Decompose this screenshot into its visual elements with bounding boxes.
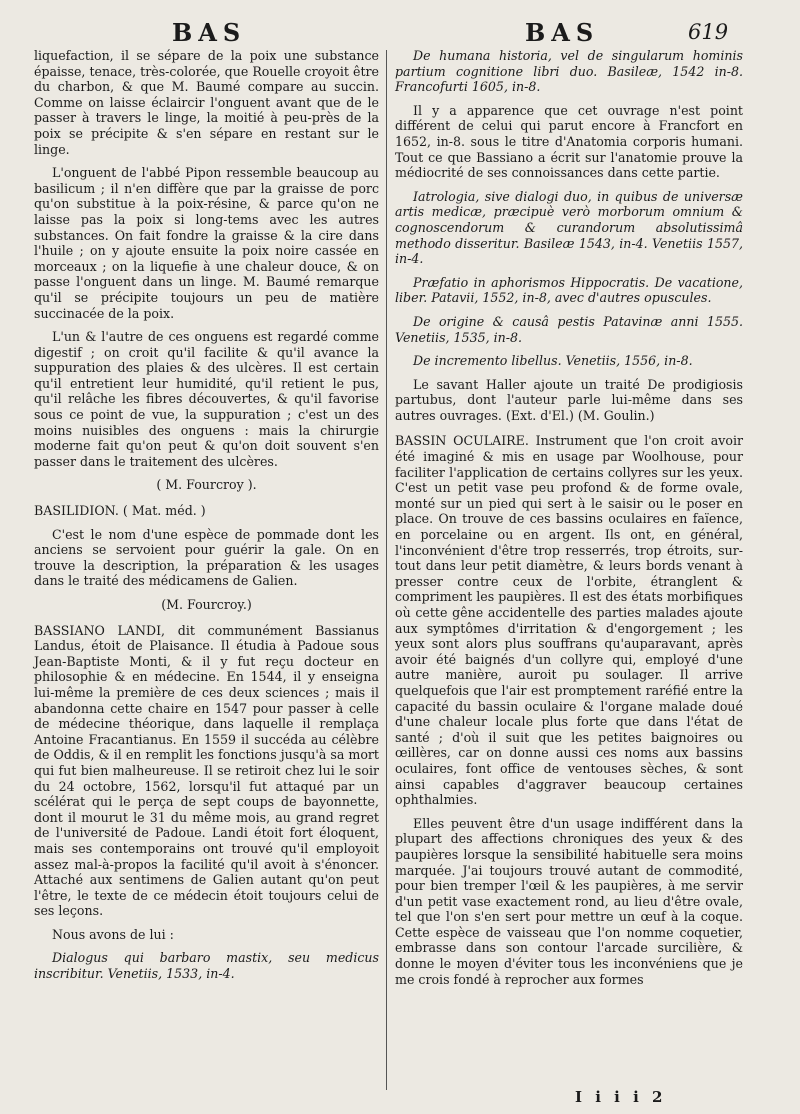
paragraph: C'est le nom d'une espèce de pommade dont les anciens se servoient pour guérir la gale. On en trouve la description, la préparation & les usages dans le traité des médicamens de Galien.: [34, 526, 379, 589]
author-signature: (M. Fourcroy.): [161, 597, 252, 612]
paragraph: liquefaction, il se sépare de la poix une substance épaisse, tenace, très-colorée, que Rouelle croyoit être du charbon, & que M. Baumé compare au succin. Comme on laisse éclaircir l'onguent avant que de le passer à travers le linge, la moitié à peu-près de la poix se précipite & s'en sépare en restant sur le linge.: [34, 48, 379, 157]
page-number: 619: [688, 20, 729, 44]
paragraph: Nous avons de lui :: [52, 926, 174, 942]
right-column: [395, 48, 743, 995]
header-left-word: BAS: [172, 18, 247, 47]
author-signature: ( M. Fourcroy ).: [156, 477, 257, 493]
paragraph: L'onguent de l'abbé Pipon ressemble beaucoup au basilicum ; il n'en diffère que par la graisse de porc qu'on substitue à la poix-résine, & parce qu'on ne laisse pas la poix si long-tems avec les autres substances. On fait fondre la graisse & la cire dans l'huile ; on y ajoute ensuite la poix noire cassée en morceaux ; on la liquefie à une chaleur douce, & on passe l'onguent dans un linge. M. Baumé remarque qu'il se précipite toujours un peu de matière succinacée de la poix.: [34, 165, 379, 321]
bibliography-entry: De humana historia, vel de singularum hominis partium cognitione libri duo. Basileæ, 1542 in-8. Francofurti 1605, in-8.: [395, 48, 743, 95]
bibliography-entry: Præfatio in aphorismos Hippocratis. De vacatione, liber. Patavii, 1552, in-8, avec d'autres opuscules.: [395, 274, 743, 306]
bibliography-entry: De origine & causâ pestis Patavinæ anni 1555. Venetiis, 1535, in-8.: [395, 313, 743, 345]
bibliography-entry: Iatrologia, sive dialogi duo, in quibus de universæ artis medicæ, præcipuè verò morborum omnium & cognoscendorum & curandorum absolutissimâ methodo disseritur. Basileæ 1543, in-4. Venetiis 1557, in-4.: [395, 188, 743, 267]
running-header: [0, 18, 800, 52]
header-right-word: BAS: [525, 18, 600, 47]
paragraph: Le savant Haller ajoute un traité De prodigiosis partubus, dont l'auteur parle lui-même dans ses autres ouvrages. (Ext. d'El.) (M. Goulin.): [395, 376, 743, 423]
paragraph: Elles peuvent être d'un usage indifférent dans la plupart des affections chroniques des yeux & des paupières lorsque la sensibilité habituelle sera moins marquée. J'ai toujours trouvé autant de commodité, pour bien tremper l'œil & les paupières, à me servir d'un petit vase exactement rond, au lieu d'être ovale, tel que l'on s'en sert pour mettre un œuf à la coque. Cette espèce de vaisseau que l'on nomme coquetier, embrasse dans son contour l'arcade surcilière, & donne le moyen d'éviter tous les inconvéniens que je me crois fondé à reprocher aux formes: [395, 815, 743, 987]
bibliography-entry: Dialogus qui barbaro mastix, seu medicus inscribitur. Venetiis, 1533, in-4.: [34, 950, 379, 982]
left-column: [34, 48, 379, 990]
entry-heading: BASSIANO LANDI, dit communément Bassianus Landus, étoit de Plaisance. Il étudia à Padoue sous Jean-Baptiste Monti, & il y fut reçu docteur en philosophie & en médecine. En 1544, il y enseigna lui-même la première de ces deux sciences ; mais il abandonna cette chaire en 1547 pour passer à celle de médecine théorique, dans laquelle il remplaça Antoine Fracantianus. En 1559 il succéda au célèbre de Oddis, & il en remplit les fonctions jusqu'à sa mort qui fut bien malheureuse. Il se retiroit chez lui le soir du 24 octobre, 1562, lorsqu'il fut attaqué par un scélérat qui le perça de sept coups de bayonnette, dont il mourut le 31 du même mois, au grand regret de l'université de Padoue. Landi étoit fort éloquent, mais ses contemporains ont trouvé qu'il employoit assez mal-à-propos la facilité qu'il avoit à s'énoncer. Attaché aux sentimens de Galien autant qu'on peut l'être, le texte de ce médecin étoit toujours celui de ses leçons.: [34, 622, 379, 919]
entry-heading: BASILIDION. ( Mat. méd. ): [34, 503, 206, 519]
signature-mark: I i i i 2: [575, 1088, 667, 1106]
entry-heading: BASSIN OCULAIRE. Instrument que l'on croit avoir été imaginé & mis en usage par Woolhouse, pour faciliter l'application de certains collyres sur les yeux. C'est un petit vase peu profond & de forme ovale, monté sur un pied qui sert à le saisir ou le poser en place. On trouve de ces bassins oculaires en faïence, en porcelaine ou en argent. Ils ont, en général, l'inconvénient d'être trop resserrés, trop étroits, sur-tout dans leur petit diamètre, & leurs bords venant à presser contre ceux de l'orbite, étranglent & compriment les paupières. Il est des états morbifiques où cette gêne accidentelle des parties malades ajoute aux symptômes d'irritation & d'engorgement ; les yeux sont alors plus souffrans qu'auparavant, après avoir été baignés d'un collyre qui, employé d'une autre manière, auroit pu soulager. Il arrive quelquefois que l'air est promptement raréfié entre la capacité du bassin oculaire & l'organe malade doué d'une chaleur locale plus forte que dans l'état de santé ; d'où il suit que les petites baignoires ou œillères, car on donne aussi ces noms aux bassins oculaires, font office de ventouses sèches, & sont ainsi capables d'aggraver beaucoup certaines ophthalmies.: [395, 433, 744, 808]
column-divider: [386, 50, 387, 1090]
paragraph: Il y a apparence que cet ouvrage n'est point différent de celui qui parut encore à Francfort en 1652, in-8. sous le titre d'Anatomia corporis humani. Tout ce que Bassiano a écrit sur l'anatomie prouve la médiocrité de ses connoissances dans cette partie.: [395, 102, 743, 181]
paragraph: L'un & l'autre de ces onguens est regardé comme digestif ; on croit qu'il facilite & qu'il avance la suppuration des plaies & des ulcères. Il est certain qu'il entretient leur humidité, qu'il retient le pus, qu'il relâche les fibres découvertes, & qu'il favorise sous ce point de vue, la suppuration ; c'est un des moins nuisibles des onguens : mais la chirurgie moderne fait qu'on peut & qu'on doit souvent s'en passer dans le traitement des ulcères.: [34, 329, 379, 469]
bibliography-entry: De incremento libellus. Venetiis, 1556, in-8.: [413, 353, 693, 369]
